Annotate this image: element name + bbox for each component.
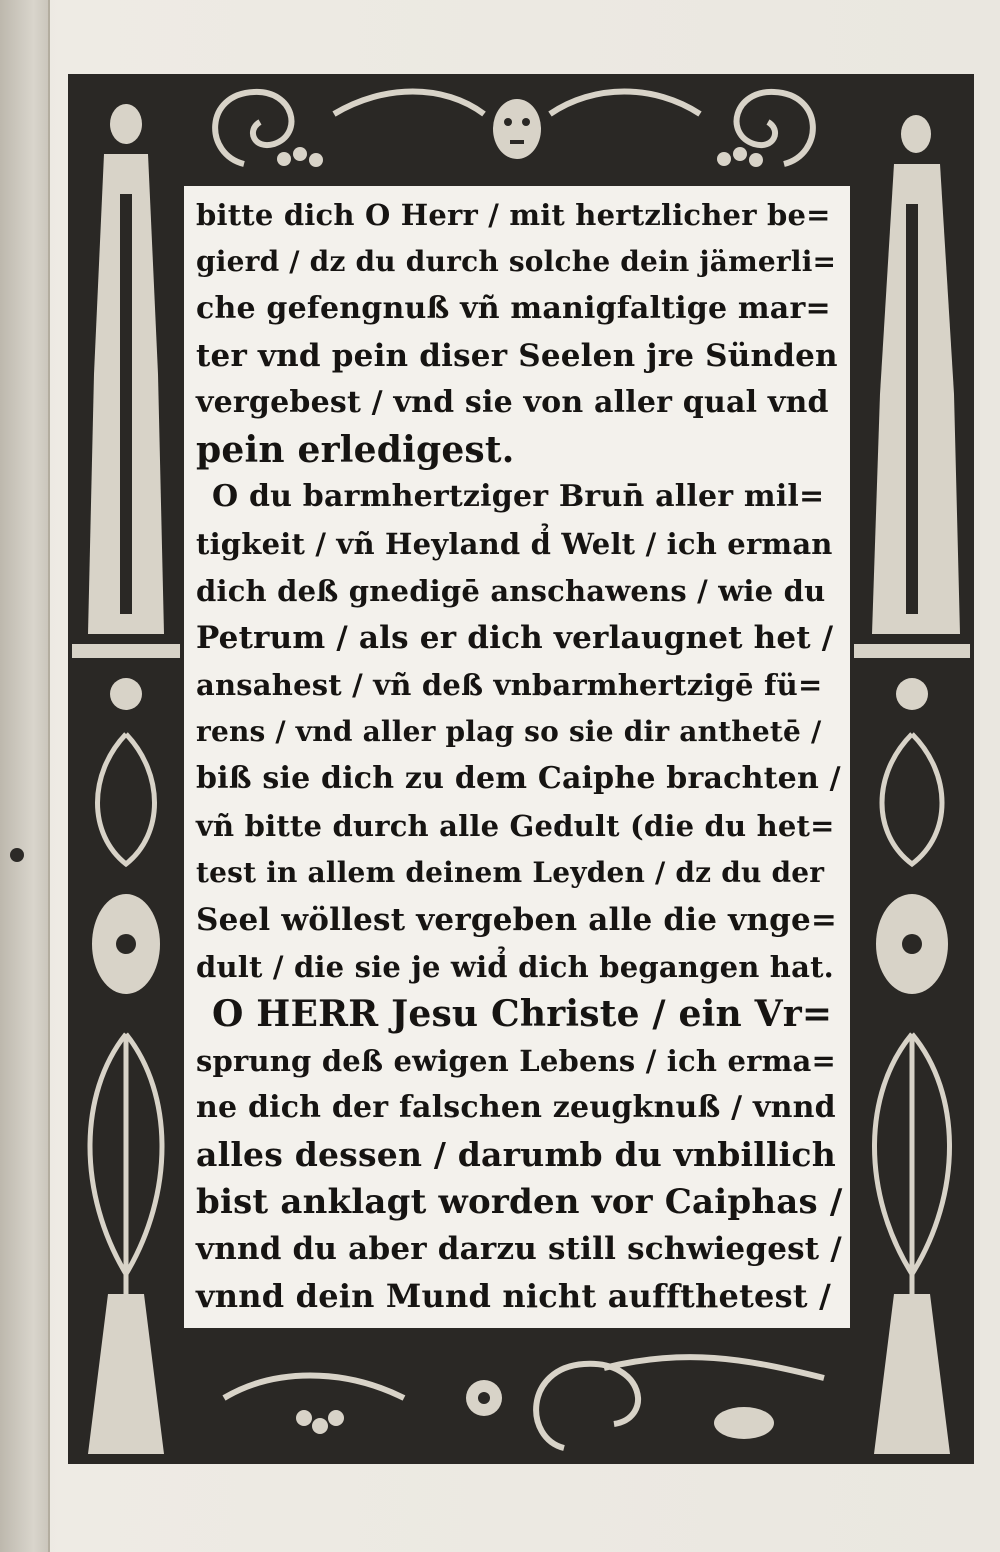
text-line: bist anklagt worden vor Caiphas / [196,1182,843,1222]
text-line: dich deß gnedigē anschawens / wie du [196,574,826,608]
text-line: tigkeit / vñ Heyland d̉ Welt / ich erman [196,527,833,561]
text-line: ter vnd pein diser Seelen jre Sünden [196,338,838,374]
text-line: che gefengnuß vñ manigfaltige mar= [196,291,831,326]
text-line: rens / vnd aller plag so sie dir anthetē / [196,715,822,748]
text-line: ansahest / vñ deß vnbarmhertzigē fü= [196,668,823,702]
text-line: O HERR Jesu Christe / ein Vr= [212,993,833,1035]
text-line: alles dessen / darumb du vnbillich [196,1135,836,1174]
text-line: sprung deß ewigen Lebens / ich erma= [196,1044,836,1078]
book-gutter [0,0,50,1552]
text-line: vnnd du aber darzu still schwiegest / [196,1231,842,1267]
text-line: test in allem deinem Leyden / dz du der [196,856,825,889]
text-line: dult / die sie je wid̉ dich begangen hat. [196,950,834,984]
text-line: ne dich der falschen zeugknuß / vnnd [196,1090,836,1125]
text-line: biß sie dich zu dem Caiphe brachten / [196,761,841,796]
text-block [184,186,850,1328]
left-ornament-panel [68,74,184,1464]
text-line: vñ bitte durch alle Gedult (die du het= [196,809,835,843]
text-line: O du barmhertziger Brun̄ aller mil= [212,479,825,514]
text-line: vergebest / vnd sie von aller qual vnd [196,385,829,420]
text-line: Petrum / als er dich verlaugnet het / [196,620,834,656]
text-line: vnnd dein Mund nicht auffthetest / [196,1277,832,1315]
top-ornament-panel [184,74,850,186]
text-line: pein erledigest. [196,429,515,471]
right-ornament-panel [850,74,974,1464]
text-line: Seel wöllest vergeben alle die vnge= [196,902,838,938]
binding-mark [10,848,24,862]
text-line: gierd / dz du durch solche dein jämerli= [196,245,837,278]
text-line: bitte dich O Herr / mit hertzlicher be= [196,198,831,232]
bottom-ornament-panel [184,1328,850,1464]
